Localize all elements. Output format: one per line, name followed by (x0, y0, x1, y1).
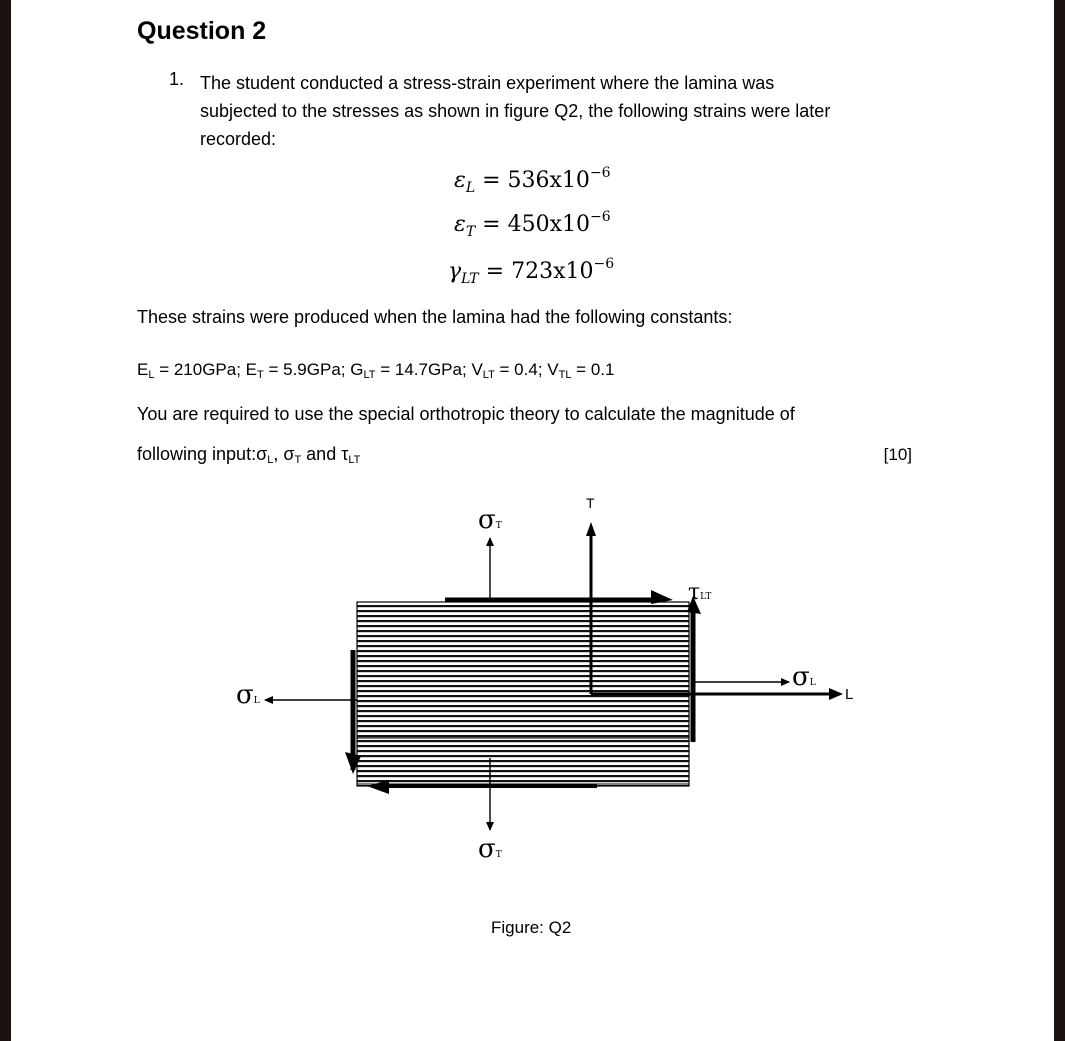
question-heading: Question 2 (137, 17, 267, 45)
question-number: 1. (169, 69, 185, 89)
t-axis-head (586, 522, 596, 536)
figure-q2 (11, 0, 1054, 1041)
tau-lt-label: τLT (688, 580, 712, 605)
instruction-line-1: You are required to use the special orthotropic theory to calculate the magnitude of (137, 404, 795, 424)
instruction-line-2: following input:σL, σT and τLT (137, 444, 361, 466)
figure-caption: Figure: Q2 (491, 918, 572, 937)
question-line: recorded: (200, 129, 277, 149)
question-line: subjected to the stresses as shown in figure Q2, the following strains were later (200, 101, 831, 121)
constants-intro: These strains were produced when the lamina had the following constants: (137, 307, 733, 327)
question-line: The student conducted a stress-strain experiment where the lamina was (200, 73, 775, 93)
strain-eq-LT: $\gamma_{LT} = 723x10^{-6}$ (448, 256, 615, 287)
strain-eq-T: $\varepsilon_T = 450x10^{-6}$ (454, 209, 611, 240)
sigma-l-right-label: σL (792, 662, 816, 692)
strain-eq-L: $\varepsilon_L = 536x10^{-6}$ (454, 165, 611, 196)
sigma-t-top-label: σT (478, 505, 502, 535)
l-axis-label: L (845, 686, 854, 703)
constants-line: EL = 210GPa; ET = 5.9GPa; GLT = 14.7GPa; VLT = 0.4; VTL = 0.1 (137, 360, 615, 381)
sigma-l-left-label: σL (236, 680, 260, 710)
marks-label: [10] (883, 445, 912, 464)
l-axis-head (829, 688, 843, 700)
t-axis-label: T (586, 495, 595, 511)
sigma-t-bottom-label: σT (478, 834, 502, 864)
document-page (11, 0, 1054, 1041)
